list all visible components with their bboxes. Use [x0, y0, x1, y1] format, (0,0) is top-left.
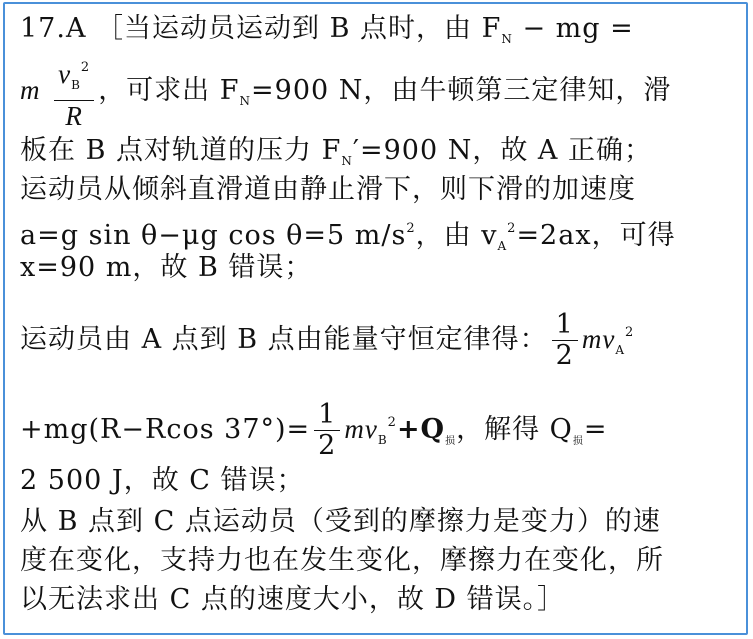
frac1-num: 1	[555, 309, 574, 340]
line-3-tail: ′=900 N，故 A 正确；	[352, 135, 652, 166]
line-1	[20, 12, 634, 56]
line-9	[20, 464, 305, 498]
line-5-sub: A	[497, 239, 508, 253]
line-8-q: +Q	[396, 414, 446, 445]
line-7-text: 运动员由 A 点到 B 点由能量守恒定律得：	[20, 324, 548, 355]
line-12-text: 以无法求出 C 点的速度大小，故 D 错误。	[20, 584, 538, 615]
line-7-mv: mv	[581, 324, 616, 354]
bracket-close: ］	[537, 584, 566, 615]
line-1-text: 当运动员运动到 B 点时，由 F	[124, 13, 502, 44]
line-8-qsub: 损	[445, 436, 457, 447]
frac1-den: 2	[552, 340, 578, 371]
line-10-text: 从 B 点到 C 点运动员（受到的摩擦力是变力）的速	[20, 506, 661, 537]
line-5-sup: 2	[406, 221, 416, 236]
line-1-sub: N	[501, 32, 513, 46]
fraction-one-half-2	[314, 400, 340, 461]
line-2-sub: N	[239, 94, 252, 108]
line-5-c: =2ax，可得	[516, 220, 676, 251]
line-8-qsub2: 损	[572, 436, 584, 447]
fraction-one-half-1	[552, 310, 578, 371]
line-8-d: ，解得 Q	[456, 414, 573, 445]
line-7	[20, 300, 634, 383]
frac-num-sup: 2	[80, 59, 91, 75]
line-2-m: m	[20, 75, 41, 105]
line-8	[20, 390, 607, 475]
line-8-sub: B	[377, 433, 388, 447]
line-11-text: 度在变化，支持力也在发生变化，摩擦力在变化，所	[20, 545, 664, 576]
line-2-text: ，可求出 F	[98, 75, 240, 106]
line-6	[20, 251, 312, 285]
line-12	[20, 583, 565, 617]
line-10	[20, 505, 661, 539]
line-8-a: +mg(R−Rcos 37°)=	[20, 414, 311, 445]
frac2-den: 2	[314, 430, 340, 461]
frac-num-sub: B	[71, 77, 81, 92]
answer-letter: A	[65, 13, 87, 44]
line-6-text: x=90 m，故 B 错误；	[20, 252, 313, 283]
line-9-text: 2 500 J，故 C 错误；	[20, 465, 305, 496]
line-11	[20, 544, 664, 578]
line-3-text: 板在 B 点对轨道的压力 F	[20, 135, 342, 166]
frac-den-r: R	[54, 100, 94, 131]
frac2-num: 1	[318, 399, 337, 430]
frac-num-v: v	[58, 58, 72, 89]
line-8-sup: 2	[387, 415, 397, 430]
question-number: 17.	[20, 13, 66, 44]
line-5-a: a=g sin θ−μg cos θ=5 m/s	[20, 220, 407, 251]
fraction-vb2-over-r	[54, 53, 94, 131]
bracket-open: ［	[96, 13, 125, 44]
line-4	[20, 173, 636, 207]
line-7-sub: A	[615, 343, 626, 357]
line-3-sub: N	[341, 154, 353, 168]
line-7-sup: 2	[625, 325, 635, 340]
line-8-mv: mv	[344, 414, 378, 444]
line-2-tail: =900 N，由牛顿第三定律知，滑	[251, 75, 672, 106]
line-1-tail: − mg =	[512, 13, 634, 44]
line-4-text: 运动员从倾斜直滑道由静止滑下，则下滑的加速度	[20, 174, 636, 205]
line-3	[20, 134, 652, 178]
line-5-sup2: 2	[507, 221, 517, 236]
line-5-b: ，由 v	[415, 220, 498, 251]
line-8-e: =	[583, 414, 608, 445]
line-2	[20, 52, 671, 139]
